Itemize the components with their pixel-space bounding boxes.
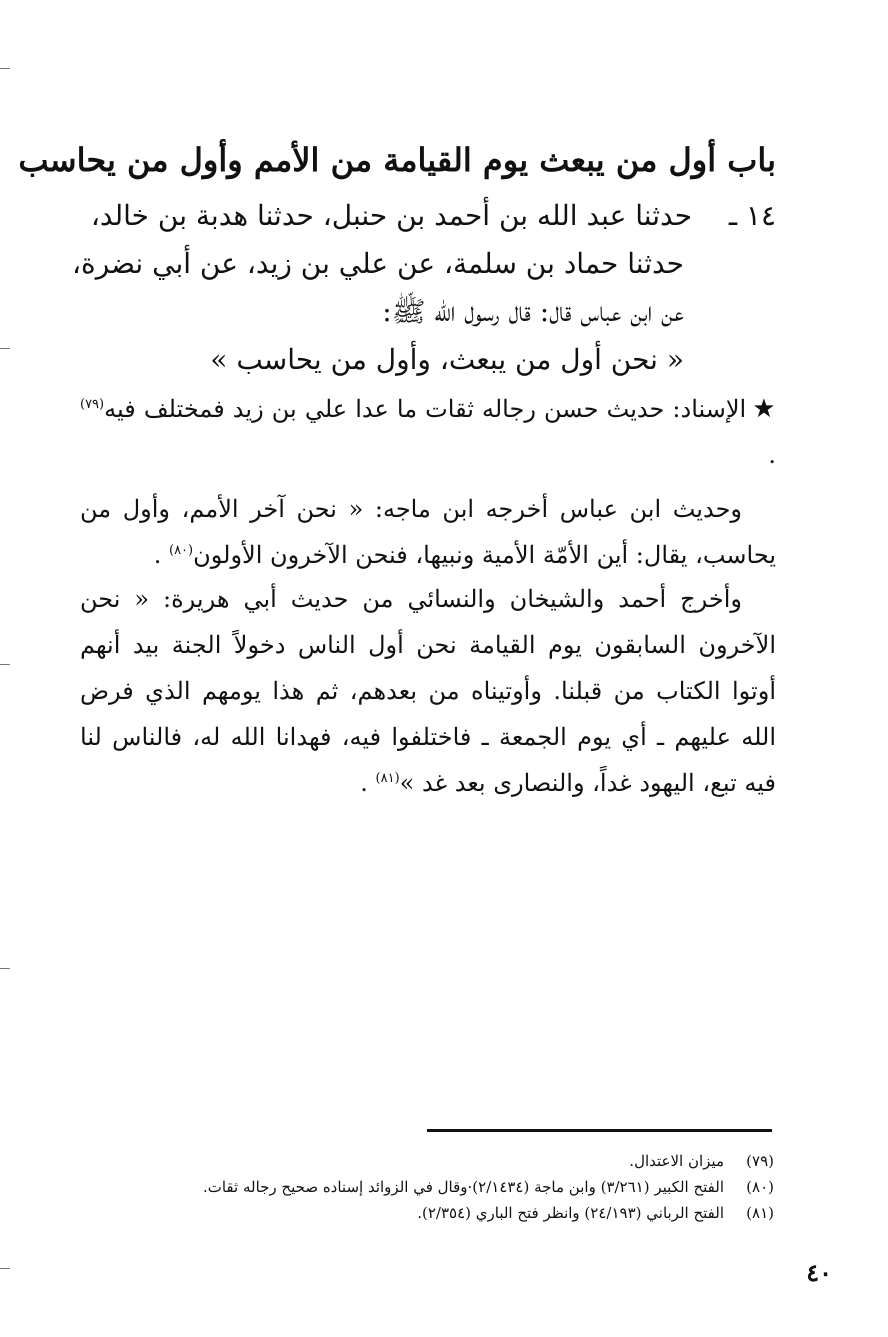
- footnote-text: ميزان الاعتدال.: [629, 1152, 724, 1170]
- paragraph-end: .: [360, 769, 368, 797]
- chapter-heading: باب أول من يبعث يوم القيامة من الأمم وأول من يحاسب: [18, 141, 776, 179]
- page-number: ٤٠: [806, 1258, 832, 1287]
- margin-tick: [0, 664, 10, 665]
- hadith-line: حدثنا حماد بن سلمة، عن علي بن زيد، عن أبي نضرة،: [71, 247, 684, 280]
- ibn-majah-text: وحديث ابن عباس أخرجه ابن ماجه: « نحن آخر الأمم، وأول من يحاسب، يقال: أين الأمّة الأمية ونبيها، فنحن الآخرون الأولون: [80, 495, 776, 569]
- footnote: [60, 1200, 774, 1226]
- footnote-number: (٨١): [746, 1204, 774, 1222]
- paragraph-end: .: [153, 541, 162, 569]
- footnote-ref: (٧٩): [80, 397, 105, 412]
- footnote-ref: (٨٠): [168, 543, 194, 558]
- footnote-number: (٨٠): [746, 1178, 774, 1196]
- hadith-text: [71, 192, 776, 384]
- margin-tick: [0, 1268, 10, 1269]
- footnote-ref: (٨١): [375, 771, 400, 786]
- footnote: [60, 1148, 774, 1174]
- margin-tick: [0, 968, 10, 969]
- footnote-text: الفتح الكبير (٣/٢٦١) وابن ماجة (٢/١٤٣٤)·وقال في الزوائد إسناده صحيح رجاله ثقات.: [202, 1178, 724, 1196]
- footnote-number: (٧٩): [746, 1152, 774, 1170]
- bukhari-text: وأخرج أحمد والشيخان والنسائي من حديث أبي هريرة: « نحن الآخرون السابقون يوم القيامة نحن أول الناس دخولاً الجنة بيد أنهم أوتوا الكتاب من قبلنا. وأوتيناه من بعدهم، ثم هذا يومهم الذي فرض الله عليهم ـ أي يوم الجمعة ـ فاختلفوا فيه، فهدانا الله له، فالناس لنا فيه تبع، اليهود غداً، والنصارى بعد غد »: [80, 585, 776, 797]
- hadith-line-text: حدثنا عبد الله بن أحمد بن حنبل، حدثنا هدبة بن خالد،: [90, 199, 692, 232]
- margin-tick: [0, 348, 10, 349]
- isnad-paragraph: [80, 386, 776, 478]
- footnote: [60, 1174, 774, 1200]
- paragraph-end: .: [768, 441, 776, 469]
- ibn-majah-paragraph: [80, 486, 776, 578]
- isnad-text: الإسناد: حديث حسن رجاله ثقات ما عدا علي بن زيد فمختلف فيه: [104, 395, 747, 423]
- footnotes: [60, 1148, 774, 1226]
- hadith-number: ١٤ ـ: [728, 199, 776, 232]
- hadith-line: [90, 192, 776, 240]
- hadith-line: عن ابن عباس قال: قال رسول الله ﷺ:: [382, 295, 684, 328]
- star-icon: ★: [752, 394, 777, 424]
- margin-tick: [0, 68, 10, 69]
- footnote-text: الفتح الرباني (٢٤/١٩٣) وانظر فتح الباري (٢/٣٥٤).: [417, 1204, 724, 1222]
- footnote-divider: [427, 1129, 772, 1132]
- bukhari-paragraph: [80, 576, 776, 806]
- hadith-line: « نحن أول من يبعث، وأول من يحاسب »: [210, 343, 684, 376]
